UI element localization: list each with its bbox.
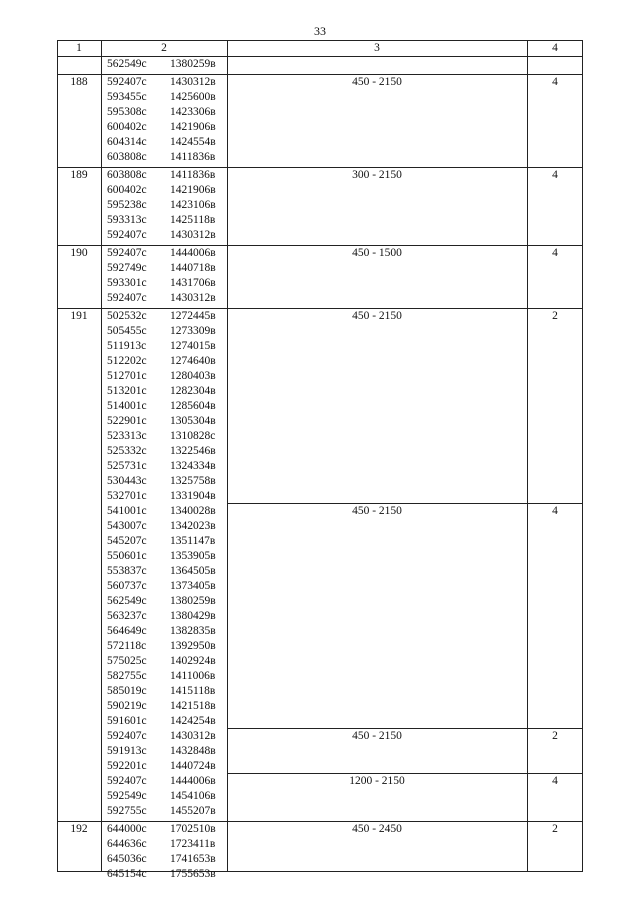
page-number: 33 (314, 24, 326, 38)
latitude-code: 502532с (107, 310, 147, 322)
latitude-code: 595238с (107, 199, 147, 211)
longitude-code: 1325758в (170, 475, 216, 487)
longitude-code: 1340028в (170, 505, 216, 517)
longitude-code: 1280403в (170, 370, 216, 382)
latitude-code: 592407с (107, 775, 147, 787)
longitude-code: 1380429в (170, 610, 216, 622)
longitude-code: 1440724в (170, 760, 216, 772)
longitude-code: 1322546в (170, 445, 216, 457)
longitude-code: 1380259в (170, 595, 216, 607)
longitude-code: 1423106в (170, 199, 216, 211)
latitude-code: 600402с (107, 121, 147, 133)
longitude-code: 1444006в (170, 775, 216, 787)
latitude-code: 511913с (107, 340, 147, 352)
latitude-code: 553837с (107, 565, 147, 577)
longitude-code: 1425118в (170, 214, 216, 226)
latitude-code: 550601с (107, 550, 147, 562)
longitude-code: 1353905в (170, 550, 216, 562)
longitude-code: 1274640в (170, 355, 216, 367)
longitude-code: 1310828с (170, 430, 216, 442)
longitude-code: 1364505в (170, 565, 216, 577)
latitude-code: 525731с (107, 460, 147, 472)
longitude-code: 1424554в (170, 136, 216, 148)
column-border (101, 40, 102, 872)
category-value: 4 (552, 775, 558, 787)
category-value: 2 (552, 730, 558, 742)
latitude-code: 645154с (107, 868, 147, 880)
latitude-code: 600402с (107, 184, 147, 196)
depth-range: 450 - 2150 (352, 730, 402, 742)
table-border-left (57, 40, 58, 872)
latitude-code: 592407с (107, 76, 147, 88)
latitude-code: 592749с (107, 262, 147, 274)
latitude-code: 562549с (107, 595, 147, 607)
longitude-code: 1402924в (170, 655, 216, 667)
category-value: 2 (552, 823, 558, 835)
longitude-code: 1274015в (170, 340, 216, 352)
latitude-code: 512202с (107, 355, 147, 367)
longitude-code: 1273309в (170, 325, 216, 337)
latitude-code: 514001с (107, 400, 147, 412)
latitude-code: 645036с (107, 853, 147, 865)
latitude-code: 603808с (107, 151, 147, 163)
latitude-code: 592407с (107, 292, 147, 304)
longitude-code: 1455207в (170, 805, 216, 817)
category-value: 4 (552, 247, 558, 259)
longitude-code: 1272445в (170, 310, 216, 322)
longitude-code: 1324334в (170, 460, 216, 472)
latitude-code: 604314с (107, 136, 147, 148)
longitude-code: 1430312в (170, 229, 216, 241)
longitude-code: 1305304в (170, 415, 216, 427)
column-header: 3 (374, 42, 380, 54)
longitude-code: 1285604в (170, 400, 216, 412)
column-border (227, 40, 228, 872)
depth-range: 450 - 2150 (352, 310, 402, 322)
longitude-code: 1382835в (170, 625, 216, 637)
longitude-code: 1411836в (170, 151, 216, 163)
latitude-code: 603808с (107, 169, 147, 181)
latitude-code: 523313с (107, 430, 147, 442)
longitude-code: 1415118в (170, 685, 216, 697)
table-border-right (582, 40, 583, 872)
category-value: 4 (552, 76, 558, 88)
column-border (527, 40, 528, 872)
latitude-code: 592755с (107, 805, 147, 817)
row-number: 189 (70, 169, 88, 181)
latitude-code: 505455с (107, 325, 147, 337)
latitude-code: 593455с (107, 91, 147, 103)
category-value: 4 (552, 505, 558, 517)
longitude-code: 1380259в (170, 58, 216, 70)
row-number: 188 (70, 76, 88, 88)
category-value: 2 (552, 310, 558, 322)
depth-range: 450 - 2150 (352, 505, 402, 517)
longitude-code: 1411836в (170, 169, 216, 181)
latitude-code: 564649с (107, 625, 147, 637)
longitude-code: 1430312в (170, 730, 216, 742)
latitude-code: 595308с (107, 106, 147, 118)
depth-range: 1200 - 2150 (349, 775, 405, 787)
latitude-code: 572118с (107, 640, 147, 652)
latitude-code: 522901с (107, 415, 147, 427)
longitude-code: 1430312в (170, 76, 216, 88)
latitude-code: 593301с (107, 277, 147, 289)
column-header: 2 (161, 42, 167, 54)
row-number: 191 (70, 310, 88, 322)
latitude-code: 541001с (107, 505, 147, 517)
depth-range: 450 - 2450 (352, 823, 402, 835)
longitude-code: 1424254в (170, 715, 216, 727)
latitude-code: 592201с (107, 760, 147, 772)
row-number: 190 (70, 247, 88, 259)
longitude-code: 1755653в (170, 868, 216, 880)
latitude-code: 582755с (107, 670, 147, 682)
latitude-code: 593313с (107, 214, 147, 226)
longitude-code: 1421518в (170, 700, 216, 712)
longitude-code: 1702510в (170, 823, 216, 835)
latitude-code: 592549с (107, 790, 147, 802)
latitude-code: 545207с (107, 535, 147, 547)
longitude-code: 1351147в (170, 535, 216, 547)
latitude-code: 543007с (107, 520, 147, 532)
latitude-code: 563237с (107, 610, 147, 622)
latitude-code: 512701с (107, 370, 147, 382)
longitude-code: 1440718в (170, 262, 216, 274)
latitude-code: 575025с (107, 655, 147, 667)
column-header: 4 (552, 42, 558, 54)
row-number: 192 (70, 823, 88, 835)
longitude-code: 1425600в (170, 91, 216, 103)
latitude-code: 562549с (107, 58, 147, 70)
longitude-code: 1342023в (170, 520, 216, 532)
longitude-code: 1421906в (170, 121, 216, 133)
depth-range: 300 - 2150 (352, 169, 402, 181)
category-value: 4 (552, 169, 558, 181)
longitude-code: 1432848в (170, 745, 216, 757)
longitude-code: 1421906в (170, 184, 216, 196)
latitude-code: 591601с (107, 715, 147, 727)
longitude-code: 1411006в (170, 670, 216, 682)
latitude-code: 525332с (107, 445, 147, 457)
latitude-code: 532701с (107, 490, 147, 502)
latitude-code: 513201с (107, 385, 147, 397)
longitude-code: 1430312в (170, 292, 216, 304)
longitude-code: 1454106в (170, 790, 216, 802)
depth-range: 450 - 1500 (352, 247, 402, 259)
longitude-code: 1444006в (170, 247, 216, 259)
latitude-code: 590219с (107, 700, 147, 712)
latitude-code: 530443с (107, 475, 147, 487)
latitude-code: 560737с (107, 580, 147, 592)
longitude-code: 1373405в (170, 580, 216, 592)
latitude-code: 644636с (107, 838, 147, 850)
latitude-code: 585019с (107, 685, 147, 697)
longitude-code: 1741653в (170, 853, 216, 865)
latitude-code: 592407с (107, 730, 147, 742)
coordinates-table (57, 40, 583, 880)
longitude-code: 1331904в (170, 490, 216, 502)
longitude-code: 1392950в (170, 640, 216, 652)
latitude-code: 592407с (107, 229, 147, 241)
latitude-code: 592407с (107, 247, 147, 259)
longitude-code: 1431706в (170, 277, 216, 289)
latitude-code: 591913с (107, 745, 147, 757)
longitude-code: 1723411в (170, 838, 216, 850)
longitude-code: 1423306в (170, 106, 216, 118)
latitude-code: 644000с (107, 823, 147, 835)
longitude-code: 1282304в (170, 385, 216, 397)
depth-range: 450 - 2150 (352, 76, 402, 88)
column-header: 1 (76, 42, 82, 54)
